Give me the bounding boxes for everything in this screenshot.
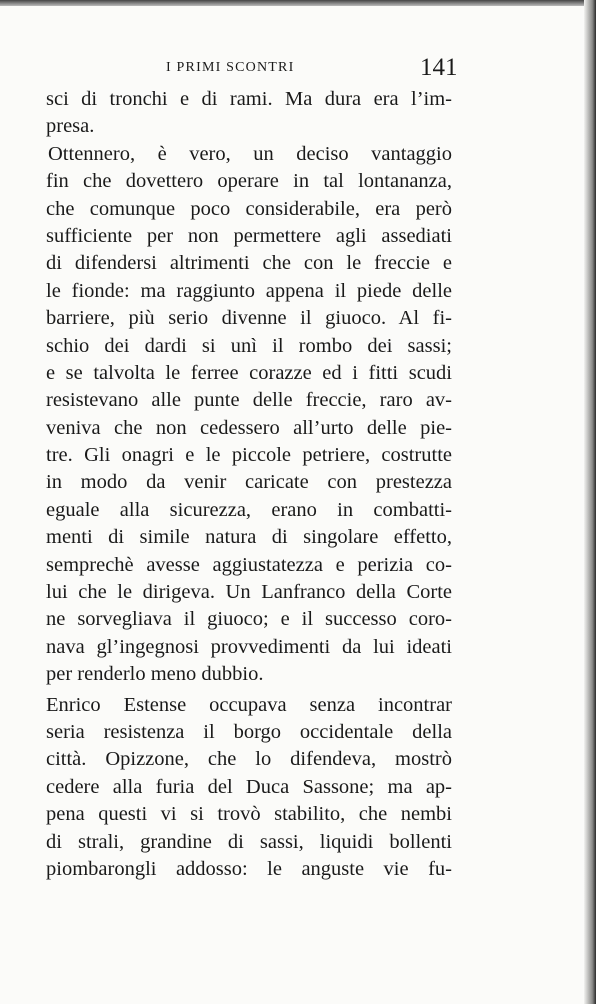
- text-line: le fionde: ma raggiunto appena il piede delle: [46, 279, 452, 302]
- page-number: 141: [420, 54, 458, 81]
- running-title: I PRIMI SCONTRI: [166, 60, 295, 75]
- text-line: menti di simile natura di singolare effetto,: [46, 526, 452, 549]
- text-line: barriere, più serio divenne il giuoco. Al fi-: [46, 307, 452, 330]
- page-top-edge: [0, 0, 596, 6]
- text-line: piombarongli addosso: le anguste vie fu-: [46, 857, 452, 880]
- running-head: [0, 56, 596, 86]
- text-line: sci di tronchi e di rami. Ma dura era l’im-: [46, 88, 452, 110]
- text-line: per renderlo meno dubbio.: [46, 663, 264, 686]
- text-line: lui che le dirigeva. Un Lanfranco della Corte: [46, 581, 452, 604]
- text-line: Ottennero, è vero, un deciso vantaggio: [48, 142, 452, 165]
- text-line: tre. Gli onagri e le piccole petriere, costrutte: [46, 444, 452, 467]
- page-right-edge: [584, 0, 596, 1004]
- text-line: sufficiente per non permettere agli assediati: [46, 224, 452, 247]
- text-line: semprechè avesse aggiustatezza e perizia co-: [46, 553, 452, 576]
- text-line: di strali, grandine di sassi, liquidi bollenti: [46, 830, 452, 853]
- text-line: che comunque poco considerabile, era però: [46, 197, 452, 220]
- text-line: e se talvolta le ferree corazze ed i fitti scudi: [46, 361, 452, 384]
- text-line: pena questi vi si trovò stabilito, che nembi: [46, 803, 452, 826]
- text-line: cedere alla furia del Duca Sassone; ma ap-: [46, 775, 452, 798]
- text-line: Enrico Estense occupava senza incontrar: [46, 693, 452, 716]
- text-line: schio dei dardi si unì il rombo dei sassi;: [46, 334, 452, 357]
- body-text: [46, 86, 452, 883]
- text-line: eguale alla sicurezza, erano in combatti-: [46, 498, 452, 521]
- text-line: resistevano alle punte delle freccie, raro av-: [46, 389, 452, 412]
- text-line: nava gl’ingegnosi provvedimenti da lui ideati: [46, 635, 452, 658]
- text-line: in modo da venir caricate con prestezza: [46, 471, 452, 494]
- text-line: città. Opizzone, che lo difendeva, mostrò: [46, 748, 452, 771]
- text-line: di difendersi altrimenti che con le freccie e: [46, 252, 452, 275]
- text-line: seria resistenza il borgo occidentale della: [46, 720, 452, 743]
- text-line: veniva che non cedessero all’urto delle pie-: [46, 416, 452, 439]
- text-line: presa.: [46, 115, 95, 138]
- text-line: fin che dovettero operare in tal lontananza,: [46, 170, 452, 193]
- text-line: ne sorvegliava il giuoco; e il successo coro-: [46, 608, 452, 631]
